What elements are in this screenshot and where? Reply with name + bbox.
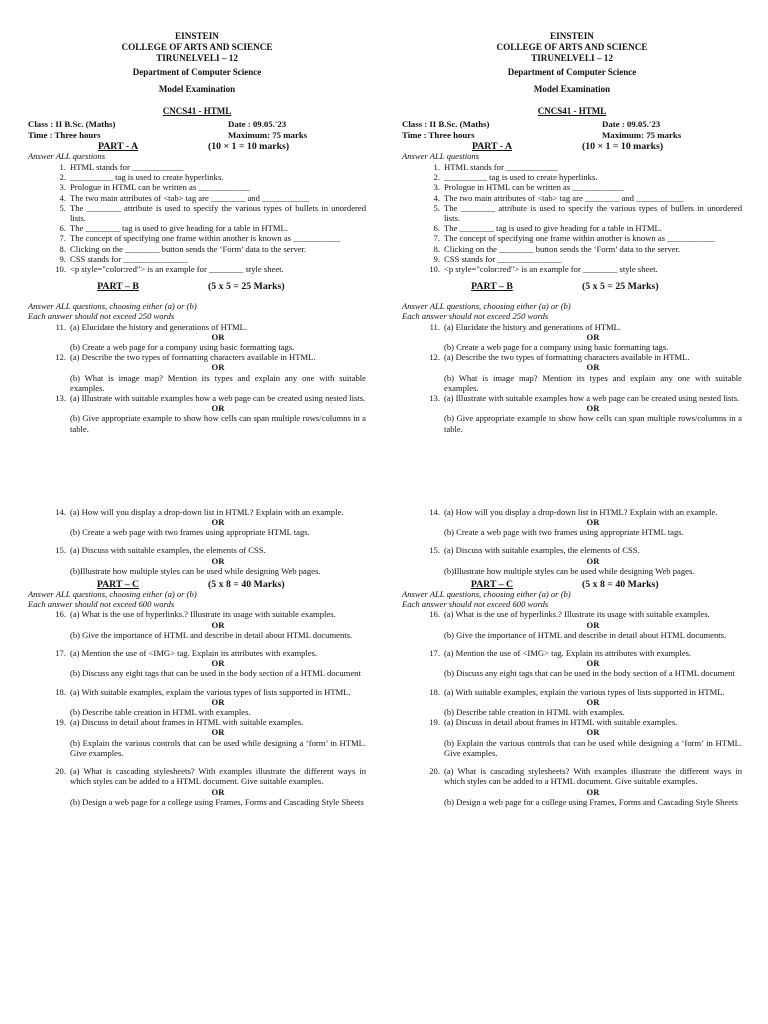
part-b-marks: (5 x 5 = 25 Marks) xyxy=(582,281,659,293)
question-1 xyxy=(28,162,366,172)
course-code: CNCS41 - HTML xyxy=(162,105,232,116)
question-4 xyxy=(402,193,742,203)
question-3 xyxy=(402,182,742,192)
college-header xyxy=(28,31,366,63)
question-15 xyxy=(28,545,366,555)
question-16 xyxy=(28,609,366,619)
question-15b: (b)Illustrate how multiple styles can be used while designing Web pages. xyxy=(70,565,321,576)
question-3 xyxy=(28,182,366,192)
or-label: OR xyxy=(211,362,225,373)
question-text: (a) Discuss with suitable examples, the elements of CSS. xyxy=(444,545,640,556)
question-number: 9. xyxy=(433,253,440,264)
question-text: (a) Describe the two types of formatting characters available in HTML. xyxy=(70,352,316,363)
question-number: 12. xyxy=(429,352,440,363)
question-18 xyxy=(402,687,742,697)
part-a-title: PART - A xyxy=(97,141,139,153)
question-number: 1. xyxy=(59,161,66,172)
part-c-instruction-1: Answer ALL questions, choosing either (a) or (b) xyxy=(28,589,197,600)
part-a-instruction: Answer ALL questions xyxy=(402,151,480,162)
question-number: 13. xyxy=(55,393,66,404)
question-number: 2. xyxy=(59,172,66,183)
exam-title: Model Examination xyxy=(533,83,611,94)
question-7 xyxy=(402,233,742,243)
or-label: OR xyxy=(586,786,600,797)
question-number: 9. xyxy=(59,253,66,264)
question-18b: (b) Describe table creation in HTML with examples. xyxy=(70,707,251,718)
question-text: The two main attributes of <tab> tag are ________ and ___________ xyxy=(70,192,310,203)
question-20b: (b) Design a web page for a college using Frames, Forms and Cascading Style Sheets xyxy=(444,796,738,807)
question-text: The concept of specifying one frame within another is known as ___________ xyxy=(444,233,715,244)
question-15 xyxy=(402,545,742,555)
part-c-instruction-2: Each answer should not exceed 600 words xyxy=(402,598,549,609)
or-label: OR xyxy=(586,658,600,669)
meta-row-1 xyxy=(28,119,366,130)
question-4 xyxy=(28,193,366,203)
question-17b: (b) Discuss any eight tags that can be used in the body section of a HTML document xyxy=(444,668,735,679)
question-text: __________ tag is used to create hyperlinks. xyxy=(70,172,224,183)
question-number: 16. xyxy=(429,609,440,620)
department: Department of Computer Science xyxy=(132,67,262,78)
question-number: 20. xyxy=(429,766,440,777)
question-number: 17. xyxy=(429,648,440,659)
question-number: 14. xyxy=(429,506,440,517)
question-number: 7. xyxy=(433,233,440,244)
college-line1: EINSTEIN xyxy=(550,31,594,41)
question-text: <p style="color:red"> is an example for ________ style sheet. xyxy=(444,264,658,275)
question-number: 8. xyxy=(433,243,440,254)
question-text: (a) What is cascading stylesheets? With examples illustrate the different ways in which styles can be added to a HTML document. Give suitable examples. xyxy=(444,766,742,787)
question-8 xyxy=(28,244,366,254)
left-copy-inner xyxy=(28,0,366,807)
or-label: OR xyxy=(586,619,600,630)
part-c-instruction-1: Answer ALL questions, choosing either (a) or (b) xyxy=(402,589,571,600)
question-text: (a) Mention the use of <IMG> tag. Explain its attributes with examples. xyxy=(70,648,318,659)
question-14b: (b) Create a web page with two frames using appropriate HTML tags. xyxy=(70,527,310,538)
part-c-title: PART – C xyxy=(96,579,140,591)
question-text: HTML stands for ____________ xyxy=(70,161,184,172)
question-number: 3. xyxy=(59,182,66,193)
question-14 xyxy=(28,507,366,517)
max-label: Maximum: 75 marks xyxy=(228,129,308,140)
question-text: (a) With suitable examples, explain the various types of lists supported in HTML. xyxy=(444,686,725,697)
part-b-heading xyxy=(402,282,742,292)
question-13 xyxy=(28,393,366,403)
part-b-title: PART – B xyxy=(97,281,139,293)
question-number: 18. xyxy=(429,686,440,697)
part-a-marks: (10 × 1 = 10 marks) xyxy=(582,141,664,153)
question-20 xyxy=(402,766,742,786)
question-11b: (b) Create a web page for a company using basic formatting tags. xyxy=(70,342,295,353)
part-b-instruction-2: Each answer should not exceed 250 words xyxy=(28,311,175,322)
question-19b: (b) Explain the various controls that can be used while designing a ‘form’ in HTML. Give examples. xyxy=(70,737,366,758)
course-code: CNCS41 - HTML xyxy=(537,105,607,116)
question-text: Clicking on the ________ button sends the ‘Form’ data to the server. xyxy=(70,243,307,254)
question-text: (a) How will you display a drop-down list in HTML? Explain with an example. xyxy=(70,506,344,517)
question-text: (a) What is the use of hyperlinks.? Illustrate its usage with suitable examples. xyxy=(444,609,710,620)
question-19 xyxy=(28,717,366,727)
or-label: OR xyxy=(211,727,225,738)
meta-row-2 xyxy=(402,130,742,141)
part-c-instruction-2: Each answer should not exceed 600 words xyxy=(28,598,175,609)
question-18b: (b) Describe table creation in HTML with examples. xyxy=(444,707,625,718)
or-label: OR xyxy=(211,517,225,528)
question-8 xyxy=(402,244,742,254)
question-14b: (b) Create a web page with two frames using appropriate HTML tags. xyxy=(444,527,684,538)
question-text: Prologue in HTML can be written as ____________ xyxy=(444,182,624,193)
question-12b: (b) What is image map? Mention its types and explain any one with suitable examples. xyxy=(70,372,366,393)
question-text: The ________ attribute is used to specify the various types of bullets in unordered lists. xyxy=(444,202,742,223)
question-text: (a) Discuss in detail about frames in HTML with suitable examples. xyxy=(444,717,678,728)
question-17 xyxy=(28,648,366,658)
question-text: (a) What is cascading stylesheets? With examples illustrate the different ways in which styles can be added to a HTML document. Give suitable examples. xyxy=(70,766,366,787)
part-b-instruction-1: Answer ALL questions, choosing either (a) or (b) xyxy=(402,301,571,312)
part-b-instruction-2: Each answer should not exceed 250 words xyxy=(402,311,549,322)
question-text: The two main attributes of <tab> tag are ________ and ___________ xyxy=(444,192,684,203)
class-label: Class : II B.Sc. (Maths) xyxy=(402,119,490,129)
question-number: 19. xyxy=(429,717,440,728)
question-number: 20. xyxy=(55,766,66,777)
time-label: Time : Three hours xyxy=(28,129,101,140)
question-number: 6. xyxy=(59,223,66,234)
college-line1: EINSTEIN xyxy=(175,31,219,41)
question-7 xyxy=(28,233,366,243)
question-text: (a) Illustrate with suitable examples how a web page can be created using nested lists. xyxy=(444,393,740,404)
or-label: OR xyxy=(586,403,600,414)
part-a-marks: (10 × 1 = 10 marks) xyxy=(208,141,290,153)
question-text: (a) Illustrate with suitable examples how a web page can be created using nested lists. xyxy=(70,393,366,404)
question-16 xyxy=(402,609,742,619)
question-5 xyxy=(28,203,366,223)
right-copy xyxy=(384,0,768,1024)
question-11 xyxy=(28,322,366,332)
question-15b: (b)Illustrate how multiple styles can be used while designing Web pages. xyxy=(444,565,695,576)
right-copy-inner xyxy=(402,0,742,807)
or-label: OR xyxy=(211,331,225,342)
class-label: Class : II B.Sc. (Maths) xyxy=(28,119,116,129)
question-12 xyxy=(28,352,366,362)
question-number: 14. xyxy=(55,506,66,517)
question-number: 15. xyxy=(429,545,440,556)
or-label: OR xyxy=(211,555,225,566)
question-18 xyxy=(28,687,366,697)
question-text: CSS stands for _______________ xyxy=(70,253,188,264)
part-c-marks: (5 x 8 = 40 Marks) xyxy=(582,579,659,591)
question-13 xyxy=(402,393,742,403)
part-c-marks: (5 x 8 = 40 Marks) xyxy=(208,579,285,591)
part-b-marks: (5 x 5 = 25 Marks) xyxy=(208,281,285,293)
question-9 xyxy=(402,254,742,264)
or-label: OR xyxy=(211,403,225,414)
question-text: (a) Elucidate the history and generations of HTML. xyxy=(444,321,622,332)
question-text: (a) With suitable examples, explain the various types of lists supported in HTML. xyxy=(70,686,351,697)
date-label: Date : 09.05.'23 xyxy=(602,119,661,129)
question-text: (a) How will you display a drop-down list in HTML? Explain with an example. xyxy=(444,506,718,517)
question-20 xyxy=(28,766,366,786)
question-number: 4. xyxy=(59,192,66,203)
or-label: OR xyxy=(211,786,225,797)
question-11 xyxy=(402,322,742,332)
or-label: OR xyxy=(586,727,600,738)
question-2 xyxy=(402,172,742,182)
question-number: 10. xyxy=(429,264,440,275)
part-c-title: PART – C xyxy=(470,579,514,591)
question-10 xyxy=(402,264,742,274)
college-header xyxy=(402,31,742,63)
part-b-title: PART – B xyxy=(471,281,513,293)
exam-title: Model Examination xyxy=(158,83,236,94)
question-16b: (b) Give the importance of HTML and describe in detail about HTML documents. xyxy=(70,629,353,640)
part-b-heading xyxy=(28,282,366,292)
question-10 xyxy=(28,264,366,274)
question-text: The ________ tag is used to give heading for a table in HTML. xyxy=(444,223,662,234)
part-a-title: PART - A xyxy=(471,141,513,153)
question-number: 16. xyxy=(55,609,66,620)
question-6 xyxy=(28,223,366,233)
question-text: HTML stands for ____________ xyxy=(444,161,558,172)
question-text: (a) Mention the use of <IMG> tag. Explain its attributes with examples. xyxy=(444,648,692,659)
question-number: 7. xyxy=(59,233,66,244)
question-text: (a) Discuss in detail about frames in HTML with suitable examples. xyxy=(70,717,304,728)
or-label: OR xyxy=(586,555,600,566)
question-text: __________ tag is used to create hyperlinks. xyxy=(444,172,598,183)
question-text: The concept of specifying one frame within another is known as ___________ xyxy=(70,233,341,244)
question-number: 5. xyxy=(59,202,66,213)
max-label: Maximum: 75 marks xyxy=(602,129,682,140)
question-number: 15. xyxy=(55,545,66,556)
question-17 xyxy=(402,648,742,658)
question-number: 18. xyxy=(55,686,66,697)
question-17b: (b) Discuss any eight tags that can be used in the body section of a HTML document xyxy=(70,668,361,679)
question-number: 5. xyxy=(433,202,440,213)
question-text: (a) Discuss with suitable examples, the elements of CSS. xyxy=(70,545,266,556)
question-12b: (b) What is image map? Mention its types and explain any one with suitable examples. xyxy=(444,372,742,393)
question-number: 3. xyxy=(433,182,440,193)
department: Department of Computer Science xyxy=(507,67,637,78)
question-12 xyxy=(402,352,742,362)
college-line3: TIRUNELVELI – 12 xyxy=(531,52,613,63)
or-label: OR xyxy=(211,619,225,630)
question-11b: (b) Create a web page for a company using basic formatting tags. xyxy=(444,342,669,353)
question-text: Clicking on the ________ button sends the ‘Form’ data to the server. xyxy=(444,243,681,254)
question-text: Prologue in HTML can be written as ____________ xyxy=(70,182,250,193)
question-number: 4. xyxy=(433,192,440,203)
part-a-instruction: Answer ALL questions xyxy=(28,151,106,162)
question-20b: (b) Design a web page for a college using Frames, Forms and Cascading Style Sheets xyxy=(70,796,364,807)
college-line2: COLLEGE OF ARTS AND SCIENCE xyxy=(496,41,648,52)
question-9 xyxy=(28,254,366,264)
question-13b: (b) Give appropriate example to show how cells can span multiple rows/columns in a table. xyxy=(444,413,742,434)
question-number: 19. xyxy=(55,717,66,728)
or-label: OR xyxy=(586,696,600,707)
question-text: (a) Elucidate the history and generations of HTML. xyxy=(70,321,248,332)
question-19b: (b) Explain the various controls that can be used while designing a ‘form’ in HTML. Give examples. xyxy=(444,737,742,758)
question-number: 13. xyxy=(429,393,440,404)
question-text: The ________ tag is used to give heading for a table in HTML. xyxy=(70,223,288,234)
question-16b: (b) Give the importance of HTML and describe in detail about HTML documents. xyxy=(444,629,727,640)
question-text: (a) What is the use of hyperlinks.? Illustrate its usage with suitable examples. xyxy=(70,609,336,620)
question-text: <p style="color:red"> is an example for ________ style sheet. xyxy=(70,264,284,275)
meta-row-1 xyxy=(402,119,742,130)
question-number: 1. xyxy=(433,161,440,172)
question-number: 17. xyxy=(55,648,66,659)
question-number: 11. xyxy=(429,321,440,332)
or-label: OR xyxy=(211,658,225,669)
or-label: OR xyxy=(586,362,600,373)
question-14 xyxy=(402,507,742,517)
question-number: 6. xyxy=(433,223,440,234)
time-label: Time : Three hours xyxy=(402,129,475,140)
question-1 xyxy=(402,162,742,172)
question-number: 10. xyxy=(55,264,66,275)
question-2 xyxy=(28,172,366,182)
question-number: 12. xyxy=(55,352,66,363)
question-text: CSS stands for _______________ xyxy=(444,253,562,264)
or-label: OR xyxy=(211,696,225,707)
meta-row-2 xyxy=(28,130,366,141)
question-number: 8. xyxy=(59,243,66,254)
question-13b: (b) Give appropriate example to show how cells can span multiple rows/columns in a table. xyxy=(70,413,366,434)
part-b-instruction-1: Answer ALL questions, choosing either (a) or (b) xyxy=(28,301,197,312)
or-label: OR xyxy=(586,517,600,528)
date-label: Date : 09.05.'23 xyxy=(228,119,287,129)
question-6 xyxy=(402,223,742,233)
question-19 xyxy=(402,717,742,727)
or-label: OR xyxy=(586,331,600,342)
question-text: (a) Describe the two types of formatting characters available in HTML. xyxy=(444,352,690,363)
college-line2: COLLEGE OF ARTS AND SCIENCE xyxy=(121,41,273,52)
question-5 xyxy=(402,203,742,223)
question-number: 11. xyxy=(55,321,66,332)
college-line3: TIRUNELVELI – 12 xyxy=(156,52,238,63)
question-text: The ________ attribute is used to specify the various types of bullets in unordered lists. xyxy=(70,202,366,223)
question-number: 2. xyxy=(433,172,440,183)
